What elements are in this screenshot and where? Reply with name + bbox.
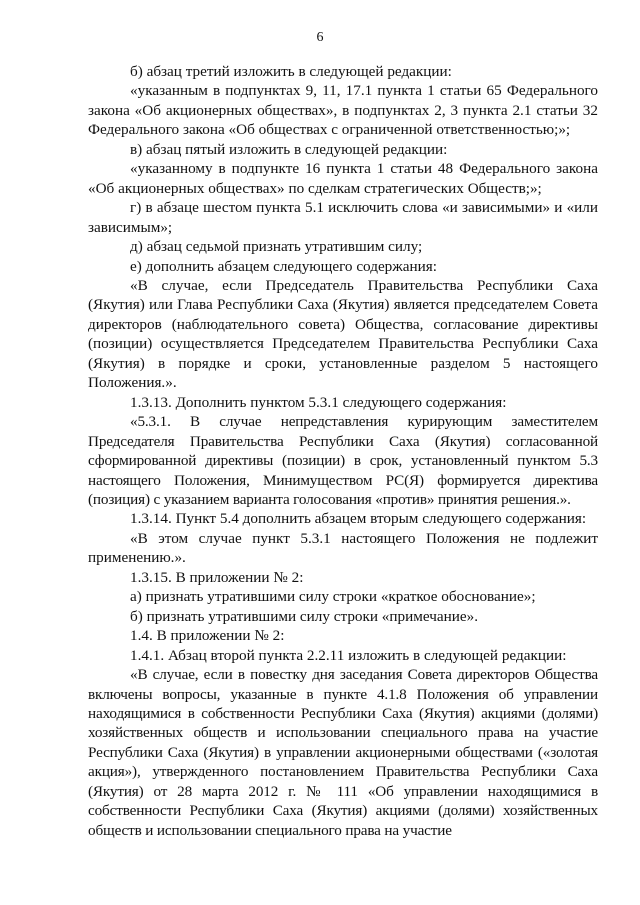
paragraph: б) абзац третий изложить в следующей редакции:: [130, 63, 452, 80]
paragraph: г) в абзаце шестом пункта 5.1 исключить слова «и зависимыми» и «или зависимым»;: [88, 199, 598, 236]
paragraph: 1.3.14. Пункт 5.4 дополнить абзацем вторым следующего содержания:: [130, 510, 587, 528]
paragraph: «указанному в подпункте 16 пункта 1 статьи 48 Федерального закона «Об акционерных обществах» по сделкам стратегических Обществ;»;: [88, 160, 598, 197]
paragraph: «В этом случае пункт 5.3.1 настоящего Положения не подлежит применению.».: [88, 529, 598, 567]
paragraph: 1.4.1. Абзац второй пункта 2.2.11 изложить в следующей редакции:: [130, 646, 567, 664]
document-body: [88, 62, 598, 840]
paragraph: «В случае, если в повестку дня заседания Совета директоров Общества включены вопросы, указанные в пункте 4.1.8 Положения об управлении находящимися в собственности Республики Саха (Якутия) акциями (долями) хозяйственных обществ и использовании специального права на участие Республики Саха (Якутия) в управлении акционерными обществами («золотая акция»), утвержденного постановлением Правительства Республики Саха (Якутия) от 28 марта 2012 г. № 111 «Об управлении находящимися в собственности Республики Саха (Якутия) акциями (долями) хозяйственных обществ и использовании специального права на участие: [88, 666, 598, 839]
paragraph: 1.3.13. Дополнить пунктом 5.3.1 следующего содержания:: [130, 393, 507, 411]
paragraph: в) абзац пятый изложить в следующей редакции:: [130, 140, 448, 158]
paragraph: 1.4. В приложении № 2:: [130, 627, 285, 645]
page-number: 6: [316, 30, 324, 45]
paragraph: б) признать утратившими силу строки «примечание».: [130, 607, 478, 625]
paragraph: «5.3.1. В случае непредставления курирующим заместителем Председателя Правительства Республики Саха (Якутия) согласованной сформированной директивы (позиции) в срок, установленный пунктом 5.3 настоящего Положения, Минимуществом РС(Я) формируется директива (позиция) с указанием варианта голосования «против» принятия решения.».: [88, 413, 598, 508]
paragraph: «указанным в подпунктах 9, 11, 17.1 пункта 1 статьи 65 Федерального закона «Об акционерных обществах», в подпунктах 2, 3 пункта 2.1 статьи 32 Федерального закона «Об обществах с ограниченной ответственностью;»;: [88, 82, 598, 139]
paragraph: а) признать утратившими силу строки «краткое обоснование»;: [130, 588, 536, 606]
paragraph: д) абзац седьмой признать утратившим силу;: [130, 238, 423, 256]
paragraph: е) дополнить абзацем следующего содержания:: [130, 257, 437, 275]
paragraph: 1.3.15. В приложении № 2:: [130, 568, 304, 586]
paragraph: «В случае, если Председатель Правительства Республики Саха (Якутия) или Глава Республики Саха (Якутия) является председателем Совета директоров (наблюдательного совета) Общества, согласование директивы (позиции) осуществляется Председателем Правительства Республики Саха (Якутия) в порядке и сроки, установленные разделом 5 настоящего Положения.».: [88, 276, 598, 392]
